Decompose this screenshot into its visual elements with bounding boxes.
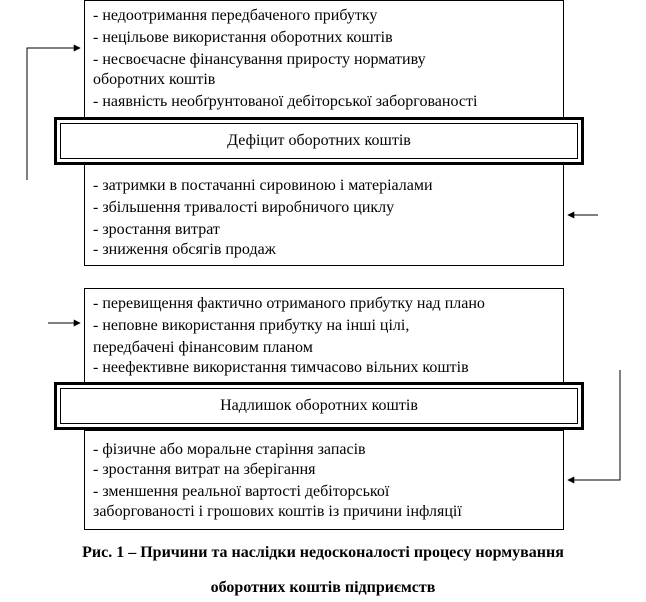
surplus-cause-1: - перевищення фактично отриманого прибутку над плано	[93, 295, 485, 312]
deficit-cause-4: - наявність необґрунтованої дебіторської заборгованості	[93, 93, 478, 110]
figure-caption-line1: Рис. 1 – Причини та наслідки недосконалості процесу нормування	[82, 544, 564, 561]
deficit-cause-1: - недоотримання передбаченого прибутку	[93, 7, 378, 24]
deficit-feedback-arrow	[27, 48, 80, 180]
surplus-cause-3: - неефективне використання тимчасово вільних коштів	[93, 359, 469, 376]
surplus-feedback-arrow	[568, 370, 620, 480]
surplus-consequence-3: - зменшення реальної вартості дебіторської	[93, 483, 390, 500]
deficit-consequence-1: - затримки в постачанні сировиною і матеріалами	[93, 177, 433, 194]
surplus-cause-2: - неповне використання прибутку на інші цілі,	[93, 317, 410, 334]
deficit-consequence-4: - зниження обсягів продаж	[93, 241, 276, 258]
deficit-consequence-3: - зростання витрат	[93, 221, 220, 238]
deficit-title: Дефіцит оборотних коштів	[60, 123, 578, 159]
surplus-consequence-3-cont: заборгованості і грошових коштів із причини інфляції	[93, 503, 462, 520]
deficit-cause-2: - нецільове використання оборотних коштів	[93, 29, 393, 46]
surplus-cause-2-cont: передбачені фінансовим планом	[93, 339, 313, 356]
deficit-consequence-2: - збільшення тривалості виробничого циклу	[93, 199, 395, 216]
figure-caption-line2: оборотних коштів підприємств	[210, 579, 436, 596]
deficit-cause-3-cont: оборотних коштів	[93, 71, 216, 88]
surplus-consequence-1: - фізичне або моральне старіння запасів	[93, 441, 366, 458]
deficit-cause-3: - несвоєчасне фінансування приросту нормативу	[93, 51, 426, 68]
surplus-consequence-2: - зростання витрат на зберігання	[93, 461, 316, 478]
surplus-title: Надлишок оборотних коштів	[60, 388, 578, 424]
